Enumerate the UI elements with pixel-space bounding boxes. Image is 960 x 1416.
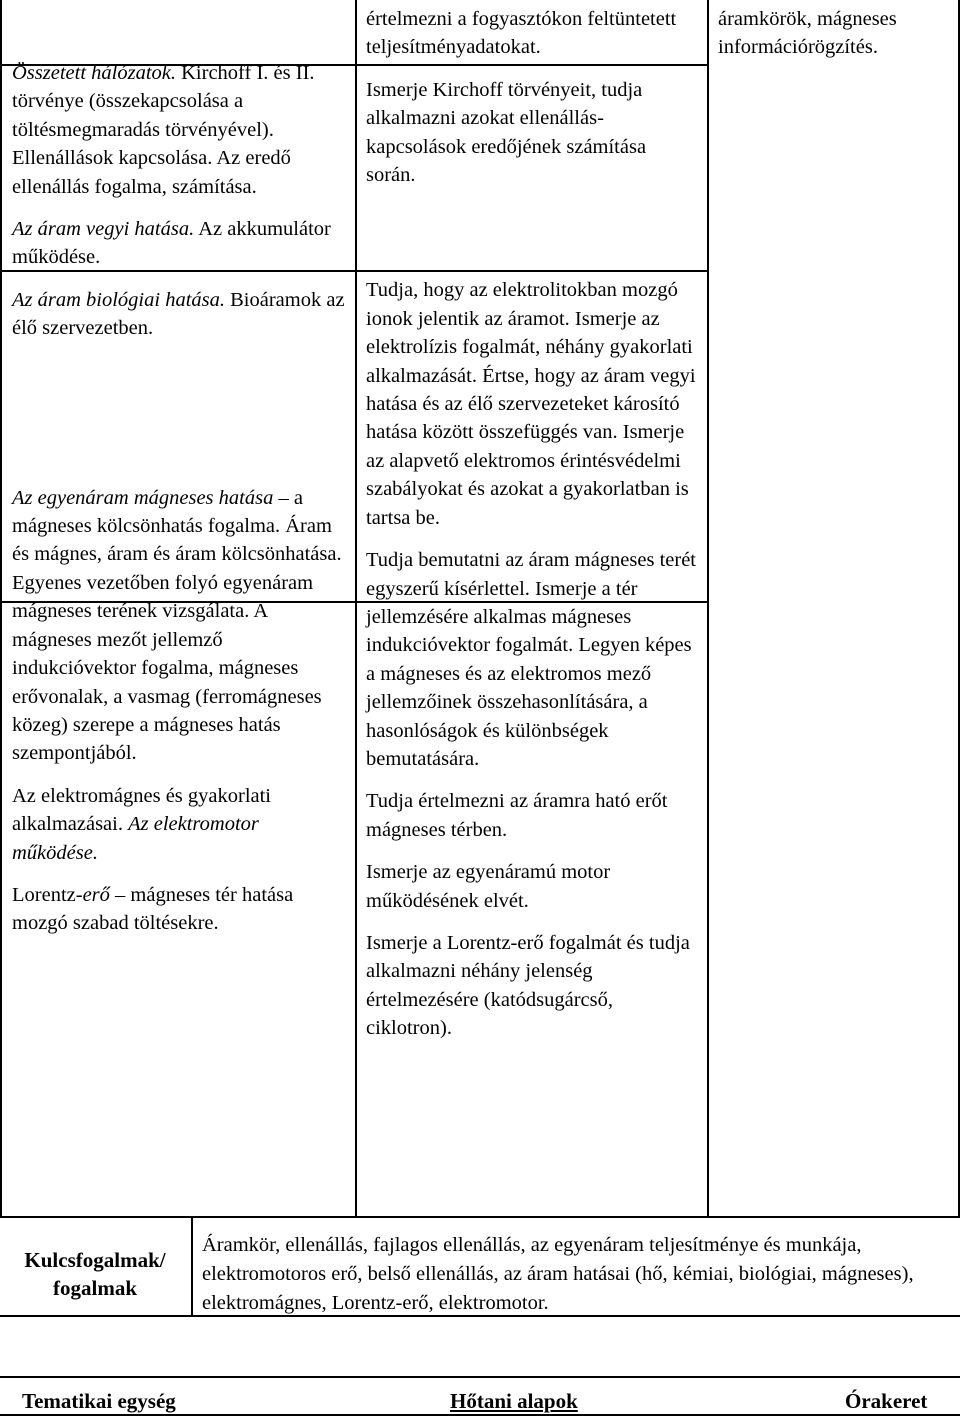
topic-title: Az áram vegyi hatása. xyxy=(12,218,195,241)
requirement-text: Tudja értelmezni az áramra ható erőt mágneses térben. xyxy=(366,790,668,841)
connection-text: áramkörök, mágneses információrögzítés. xyxy=(718,8,897,59)
requirement-text: Tudja bemutatni az áram mágneses terét egyszerű kísérlettel. Ismerje a tér jellemzésére alkalmas mágneses indukcióvektor fogalmát. Legyen képes a mágneses és az elektromos mező jellemzőinek összehasonlítására, a hasonlóságok és különbségek bemutatására. xyxy=(366,549,696,770)
key-border-top xyxy=(0,1216,960,1218)
requirement-text: Ismerje az egyenáramú motor működésének elvét. xyxy=(366,861,611,912)
topic-text: Bioáramok az élő szervezetben. xyxy=(12,288,345,340)
key-divider xyxy=(191,1216,193,1317)
hours-label: Órakeret xyxy=(845,1389,928,1413)
topic-text: Kirchoff I. és II. törvénye (összekapcsolása a töltésmegmaradás törvényével). Ellenállások kapcsolása. Az eredő ellenállás fogalma, számítása. xyxy=(12,62,315,198)
topic-text: Az elektromágnes és gyakorlati alkalmazásai. xyxy=(12,784,272,836)
connections-column xyxy=(718,5,954,62)
key-concepts-text: Áramkör, ellenállás, fajlagos ellenállás, az egyenáram teljesítménye és munkája, elektromotoros erő, belső ellenállás, az áram hatásai (hő, kémiai, biológiai, mágneses), elektromágnes, Lorentz-erő, elektromotor. xyxy=(202,1234,914,1314)
footer-border-top xyxy=(0,1376,960,1378)
topic-title: Az elektromotor működése. xyxy=(12,813,259,864)
topic-text: – mágneses tér hatása mozgó szabad töltésekre. xyxy=(12,883,294,935)
topic-title: erő xyxy=(82,883,110,906)
table-divider-2 xyxy=(707,0,709,1217)
table-divider-1 xyxy=(355,0,357,1217)
topic-text: Az akkumulátor működése. xyxy=(12,218,331,269)
requirements-column xyxy=(366,5,700,1043)
topic-title: Az egyenáram mágneses hatása xyxy=(12,486,274,509)
requirement-text: Ismerje Kirchoff törvényeit, tudja alkalmazni azokat ellenállás-kapcsolások eredőjének számítása során. xyxy=(366,78,647,187)
requirement-text: értelmezni a fogyasztókon feltüntetett teljesítményadatokat. xyxy=(366,8,677,59)
topic-title: Összetett hálózatok. xyxy=(12,62,176,84)
unit-label: Tematikai egység xyxy=(22,1389,176,1413)
topics-column xyxy=(12,59,348,938)
topic-text: Lorentz- xyxy=(12,883,83,906)
requirement-text: Tudja, hogy az elektrolitokban mozgó ionok jelentik az áramot. Ismerje az elektrolízis fogalmát, néhány gyakorlati alkalmazását. Értse, hogy az áram vegyi hatása és az élő szervezeteket károsító hatása között összefüggés van. Ismerje az alapvető elektromos érintésvédelmi szabályokat és azokat a gyakorlatban is tartsa be. xyxy=(366,279,696,529)
topic-text: – a mágneses kölcsönhatás fogalma. Áram és mágnes, áram és áram kölcsönhatása. Egyenes vezetőben folyó egyenáram mágneses terének vizsgálata. A mágneses mezőt jellemző indukcióvektor fogalma, mágneses erővonalak, a vasmag (ferromágneses közeg) szerepe a mágneses hatás szempontjából. xyxy=(12,486,342,765)
requirement-text: Ismerje a Lorentz-erő fogalmát és tudja alkalmazni néhány jelenség értelmezésére (katódsugárcső, ciklotron). xyxy=(366,931,690,1040)
topic-title: Az áram biológiai hatása. xyxy=(12,288,225,311)
key-concepts-label: Kulcsfogalmak/ fogalmak xyxy=(24,1248,166,1300)
unit-title: Hőtani alapok xyxy=(450,1389,578,1413)
table-border-left xyxy=(0,0,2,1217)
